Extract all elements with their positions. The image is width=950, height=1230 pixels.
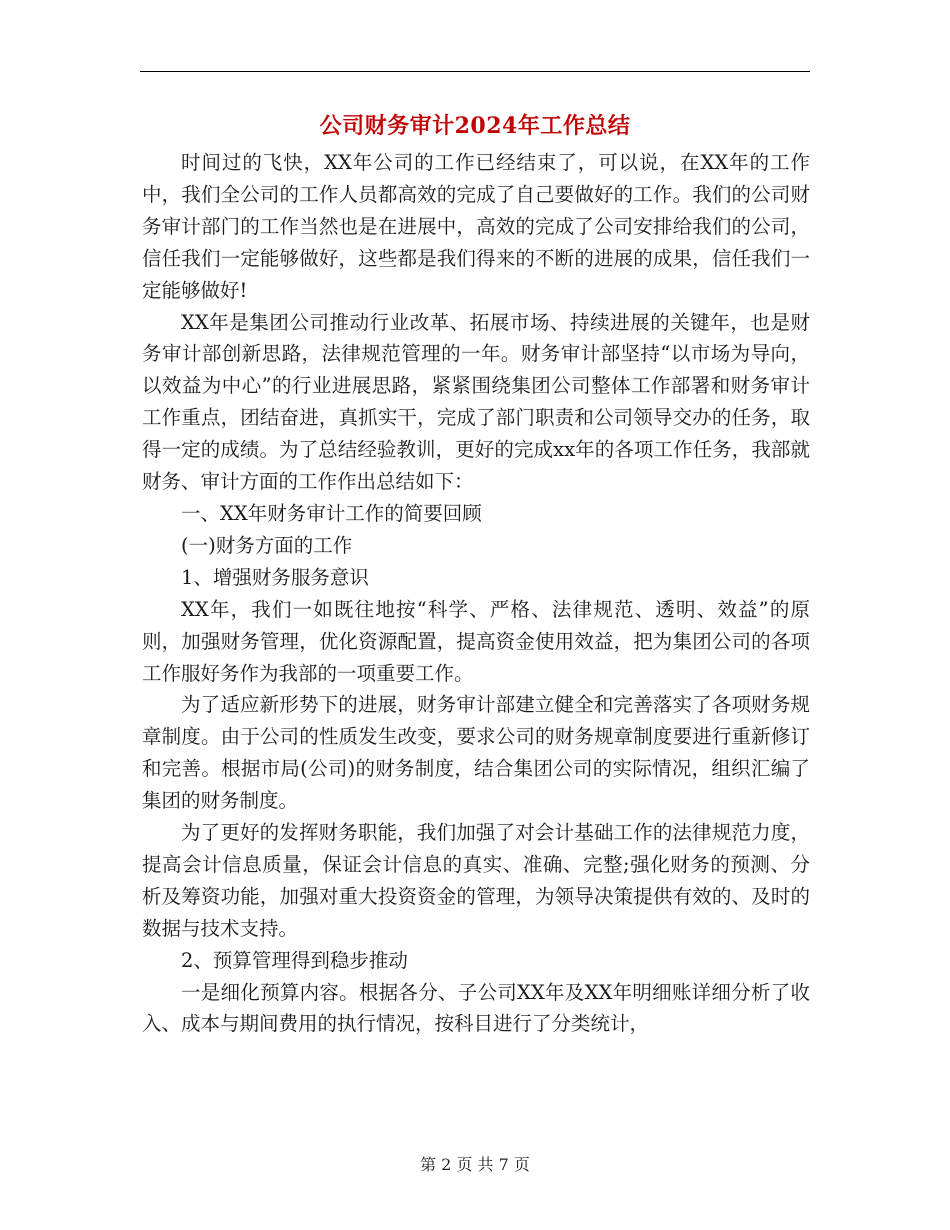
header-rule (140, 71, 810, 72)
section-heading: 一、XX年财务审计工作的简要回顾 (181, 501, 482, 525)
paragraph: XX年，我们一如既往地按“科学、严格、法律规范、透明、效益”的原则，加强财务管理，优化资源配置，提高资金使用效益，把为集团公司的各项工作服好务作为我部的一项重要工作。 (142, 597, 810, 685)
paragraph: 时间过的飞快，XX年公司的工作已经结束了，可以说，在XX年的工作中，我们全公司的工作人员都高效的完成了自己要做好的工作。我们的公司财务审计部门的工作当然也是在进展中，高效的完成了公司安排给我们的公司，信任我们一定能够做好，这些都是我们得来的不断的进展的成果，信任我们一定能够做好! (142, 151, 810, 302)
paragraph: 为了适应新形势下的进展，财务审计部建立健全和完善落实了各项财务规章制度。由于公司的性质发生改变，要求公司的财务规章制度要进行重新修订和完善。根据市局(公司)的财务制度，结合集团公司的实际情况，组织汇编了集团的财务制度。 (142, 693, 810, 813)
document-title: 公司财务审计2024年工作总结 (319, 113, 631, 139)
item-heading: 1、增强财务服务意识 (181, 565, 369, 589)
item-heading: 2、预算管理得到稳步推动 (181, 948, 408, 972)
paragraph: 为了更好的发挥财务职能，我们加强了对会计基础工作的法律规范力度，提高会计信息质量，保证会计信息的真实、准确、完整;强化财务的预测、分析及筹资功能，加强对重大投资资金的管理，为领导决策提供有效的、及时的数据与技术支持。 (142, 821, 810, 940)
paragraph: XX年是集团公司推动行业改革、拓展市场、持续进展的关键年，也是财务审计部创新思路，法律规范管理的一年。财务审计部坚持“以市场为导向，以效益为中心”的行业进展思路，紧紧围绕集团公司整体工作部署和财务审计工作重点，团结奋进，真抓实干，完成了部门职责和公司领导交办的任务，取得一定的成绩。为了总结经验教训，更好的完成xx年的各项工作任务，我部就财务、审计方面的工作作出总结如下： (142, 310, 810, 494)
document-body (142, 147, 810, 1040)
subsection-heading: (一)财务方面的工作 (181, 533, 353, 557)
page-number: 第 2 页 共 7 页 (420, 1155, 530, 1174)
paragraph: 一是细化预算内容。根据各分、子公司XX年及XX年明细账详细分析了收入、成本与期间费用的执行情况，按科目进行了分类统计， (142, 980, 810, 1036)
